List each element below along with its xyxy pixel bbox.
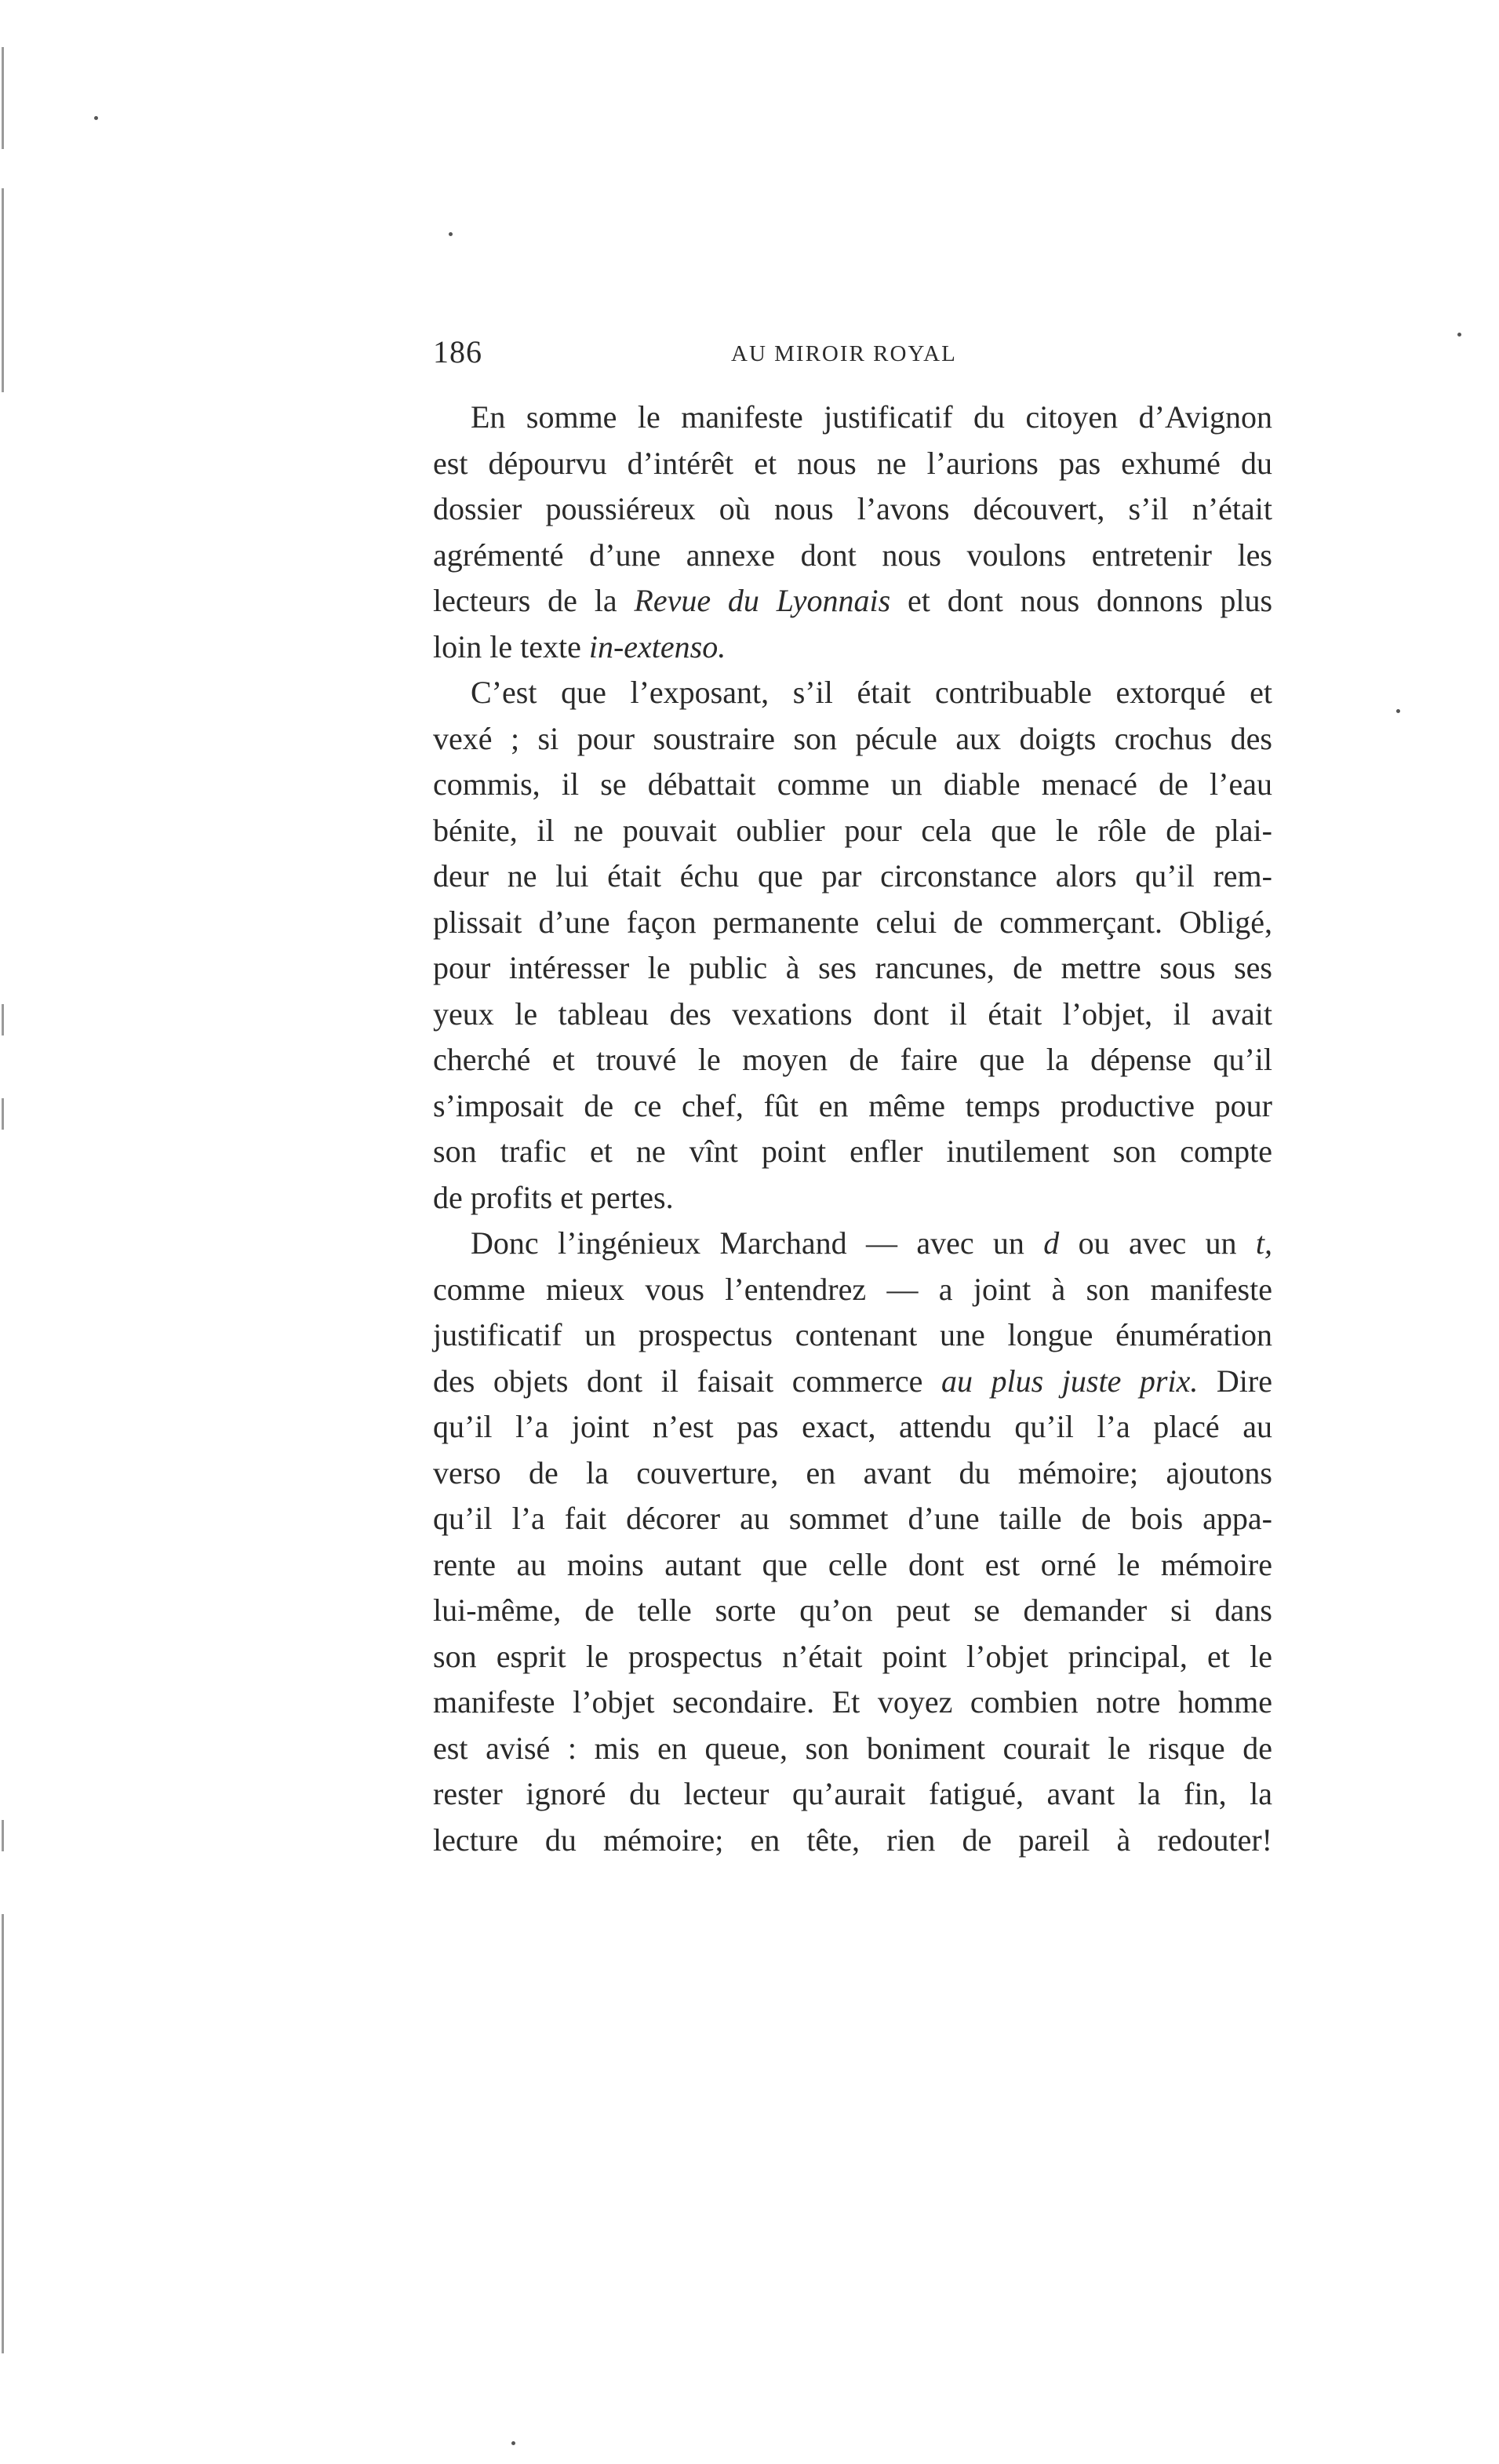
scan-edge-mark xyxy=(2,47,4,149)
italic-letter: t, xyxy=(1255,1225,1273,1261)
scan-edge-mark xyxy=(2,1004,4,1035)
scan-speck xyxy=(1396,709,1400,713)
scan-edge-mark xyxy=(2,1820,4,1851)
text-line: qu’il l’a fait décorer au sommet d’une taille de bois appa- xyxy=(433,1501,1272,1536)
text-line: agrémenté d’une annexe dont nous voulons entretenir les xyxy=(433,537,1272,573)
text-fragment: loin le texte xyxy=(433,628,581,664)
text-line: s’imposait de ce chef, fût en même temps productive pour xyxy=(433,1087,1272,1123)
text-line: yeux le tableau des vexations dont il était l’objet, il avait xyxy=(433,995,1272,1032)
italic-phrase: au plus juste prix. xyxy=(941,1363,1199,1399)
scan-speck xyxy=(511,2441,515,2445)
text-fragment: des objets dont il faisait commerce xyxy=(433,1363,923,1399)
text-line: son esprit le prospectus n’était point l’objet principal, et le xyxy=(433,1638,1272,1674)
body-text xyxy=(433,395,1272,1863)
text-line: commis, il se débattait comme un diable menacé de l’eau xyxy=(433,766,1272,802)
italic-letter: d xyxy=(1043,1225,1060,1261)
text-line: lui-même, de telle sorte qu’on peut se demander si dans xyxy=(433,1592,1272,1628)
scan-speck xyxy=(449,232,453,236)
scan-edge-mark xyxy=(2,1914,4,2353)
text-line: justificatif un prospectus contenant une longue énumération xyxy=(433,1317,1272,1352)
text-fragment: ou avec un xyxy=(1078,1225,1237,1261)
text-line: rester ignoré du lecteur qu’aurait fatigué, avant la fin, la xyxy=(433,1776,1272,1811)
text-line: deur ne lui était échu que par circonstance alors qu’il rem- xyxy=(433,858,1272,894)
text-fragment: Donc l’ingénieux Marchand — avec un xyxy=(471,1225,1024,1261)
text-line: verso de la couverture, en avant du mémoire; ajoutons xyxy=(433,1454,1272,1490)
text-line: cherché et trouvé le moyen de faire que la dépense qu’il xyxy=(433,1042,1272,1077)
text-line: de profits et pertes. xyxy=(433,1179,674,1215)
text-line: est dépourvu d’intérêt et nous ne l’aurions pas exhumé du xyxy=(433,445,1272,481)
text-line: comme mieux vous l’entendrez — a joint à son manifeste xyxy=(433,1271,1272,1307)
scan-edge-mark xyxy=(2,188,4,392)
text-line: bénite, il ne pouvait oublier pour cela que le rôle de plai- xyxy=(433,812,1272,848)
text-line: plissait d’une façon permanente celui de commerçant. Obligé, xyxy=(433,904,1272,940)
italic-title: Revue du Lyonnais xyxy=(634,583,891,618)
text-line: est avisé : mis en queue, son boniment courait le risque de xyxy=(433,1730,1272,1766)
text-line: En somme le manifeste justificatif du citoyen d’Avignon xyxy=(471,399,1272,435)
text-line xyxy=(433,578,1272,624)
running-title: AU MIROIR ROYAL xyxy=(731,341,957,366)
text-line: dossier poussiéreux où nous l’avons découvert, s’il n’était xyxy=(433,491,1272,526)
text-line xyxy=(433,1359,1272,1405)
text-line: pour intéresser le public à ses rancunes, de mettre sous ses xyxy=(433,950,1272,985)
italic-phrase: in-extenso. xyxy=(588,628,726,664)
text-line: rente au moins autant que celle dont est orné le mémoire xyxy=(433,1546,1272,1582)
text-line: C’est que l’exposant, s’il était contribuable extorqué et xyxy=(471,675,1272,710)
scan-speck xyxy=(1457,333,1461,337)
text-line xyxy=(433,624,1272,671)
scan-speck xyxy=(94,116,98,120)
text-line: vexé ; si pour soustraire son pécule aux doigts crochus des xyxy=(433,720,1272,756)
text-fragment: et dont nous donnons plus xyxy=(908,583,1273,618)
text-line: manifeste l’objet secondaire. Et voyez combien notre homme xyxy=(433,1684,1272,1720)
text-line: son trafic et ne vînt point enfler inutilement son compte xyxy=(433,1134,1272,1169)
text-line: qu’il l’a joint n’est pas exact, attendu qu’il l’a placé au xyxy=(433,1409,1272,1444)
text-fragment: Dire xyxy=(1216,1363,1272,1399)
page-number: 186 xyxy=(433,334,482,369)
running-header xyxy=(433,333,1296,380)
text-line: lecture du mémoire; en tête, rien de pareil à redouter! xyxy=(433,1822,1272,1858)
text-fragment: lecteurs de la xyxy=(433,583,617,618)
text-line xyxy=(433,1221,1272,1267)
scan-edge-mark xyxy=(2,1098,4,1130)
